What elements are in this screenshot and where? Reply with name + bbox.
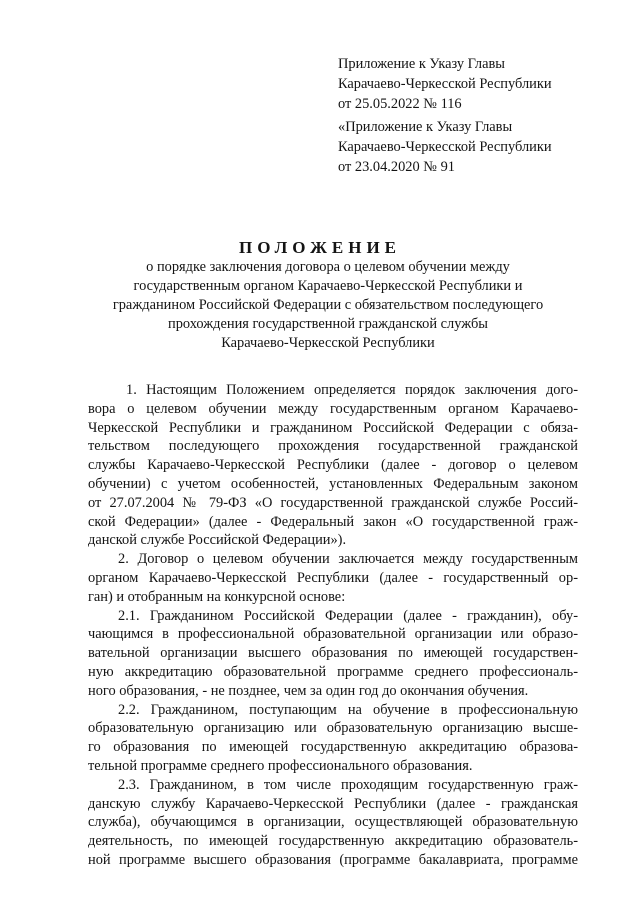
subtitle-line: государственным органом Карачаево-Черкесской Республики и	[133, 278, 523, 294]
document-subtitle	[80, 258, 576, 353]
text-line: данскую службу Карачаево-Черкесской Республики (далее - гражданская	[88, 795, 578, 812]
annex-previous	[338, 117, 552, 177]
text-line: 2. Договор о целевом обучении заключается между государственным	[118, 551, 578, 568]
text-line: го образования по имеющей государственную аккредитацию образова-	[88, 739, 578, 756]
document-title: ПОЛОЖЕНИЕ	[239, 238, 401, 257]
text-line: Черкесской Республики и гражданином Российской Федерации с обяза-	[88, 419, 578, 436]
text-line: ной программе высшего образования (программе бакалавриата, программе	[88, 851, 578, 868]
paragraph-2-1	[88, 607, 578, 701]
text-line: ской Федерации» (далее - Федеральный закон «О государственной граж-	[88, 513, 578, 530]
text-line: службы Карачаево-Черкесской Республики (далее - договор о целевом	[88, 457, 578, 474]
subtitle-line: гражданином Российской Федерации с обязательством последующего	[112, 297, 544, 313]
text-line: ную аккредитацию образовательной программе среднего профессиональ-	[88, 663, 578, 680]
text-line: служба), обучающимся в организации, осуществляющей образовательную	[88, 814, 578, 831]
text-line: деятельность, по имеющей государственную аккредитацию образователь-	[88, 833, 578, 850]
text-line: вательной организации высшего образования по имеющей государствен-	[88, 645, 578, 662]
annex-line: «Приложение к Указу Главы	[338, 119, 513, 135]
text-line: обучении) с учетом особенностей, установленных Федеральным законом	[88, 475, 578, 492]
text-line: ган) и отобранным на конкурсной основе:	[88, 588, 346, 605]
text-line: чающимся в профессиональной образовательной организации или образо-	[88, 626, 578, 643]
paragraph-2	[88, 550, 578, 606]
paragraph-2-2	[88, 701, 578, 776]
paragraph-2-3	[88, 776, 578, 870]
text-line: вора о целевом обучении между государственным органом Карачаево-	[88, 400, 578, 417]
subtitle-line: о порядке заключения договора о целевом обучении между	[146, 259, 510, 275]
text-line: данской службе Российской Федерации»).	[88, 532, 347, 549]
text-line: тельной программе среднего профессионального образования.	[88, 757, 473, 774]
paragraph-1	[88, 381, 578, 550]
annex-line: от 25.05.2022 № 116	[338, 96, 462, 112]
text-line: 2.3. Гражданином, в том числе проходящим государственную граж-	[118, 776, 578, 793]
text-line: от 27.07.2004 № 79-ФЗ «О государственной гражданской службе Россий-	[88, 494, 578, 511]
annex-current	[338, 54, 552, 114]
annex-line: Карачаево-Черкесской Республики	[338, 76, 552, 92]
text-line: 2.1. Гражданином Российской Федерации (далее - гражданин), обу-	[118, 607, 578, 624]
document-body	[88, 381, 578, 870]
subtitle-line: прохождения государственной гражданской службы	[168, 316, 488, 332]
annex-line: от 23.04.2020 № 91	[338, 159, 455, 175]
text-line: органом Карачаево-Черкесской Республики (далее - государственный ор-	[88, 569, 578, 586]
text-line: тельством последующего прохождения государственной гражданской	[88, 438, 578, 455]
annex-line: Приложение к Указу Главы	[338, 56, 505, 72]
text-line: 1. Настоящим Положением определяется порядок заключения дого-	[126, 382, 578, 398]
subtitle-line: Карачаево-Черкесской Республики	[221, 335, 435, 351]
text-line: ного образования, - не позднее, чем за один год до окончания обучения.	[88, 682, 529, 699]
annex-line: Карачаево-Черкесской Республики	[338, 139, 552, 155]
text-line: 2.2. Гражданином, поступающим на обучение в профессиональную	[118, 701, 578, 718]
text-line: образовательную организацию или образовательную организацию высше-	[88, 720, 578, 737]
